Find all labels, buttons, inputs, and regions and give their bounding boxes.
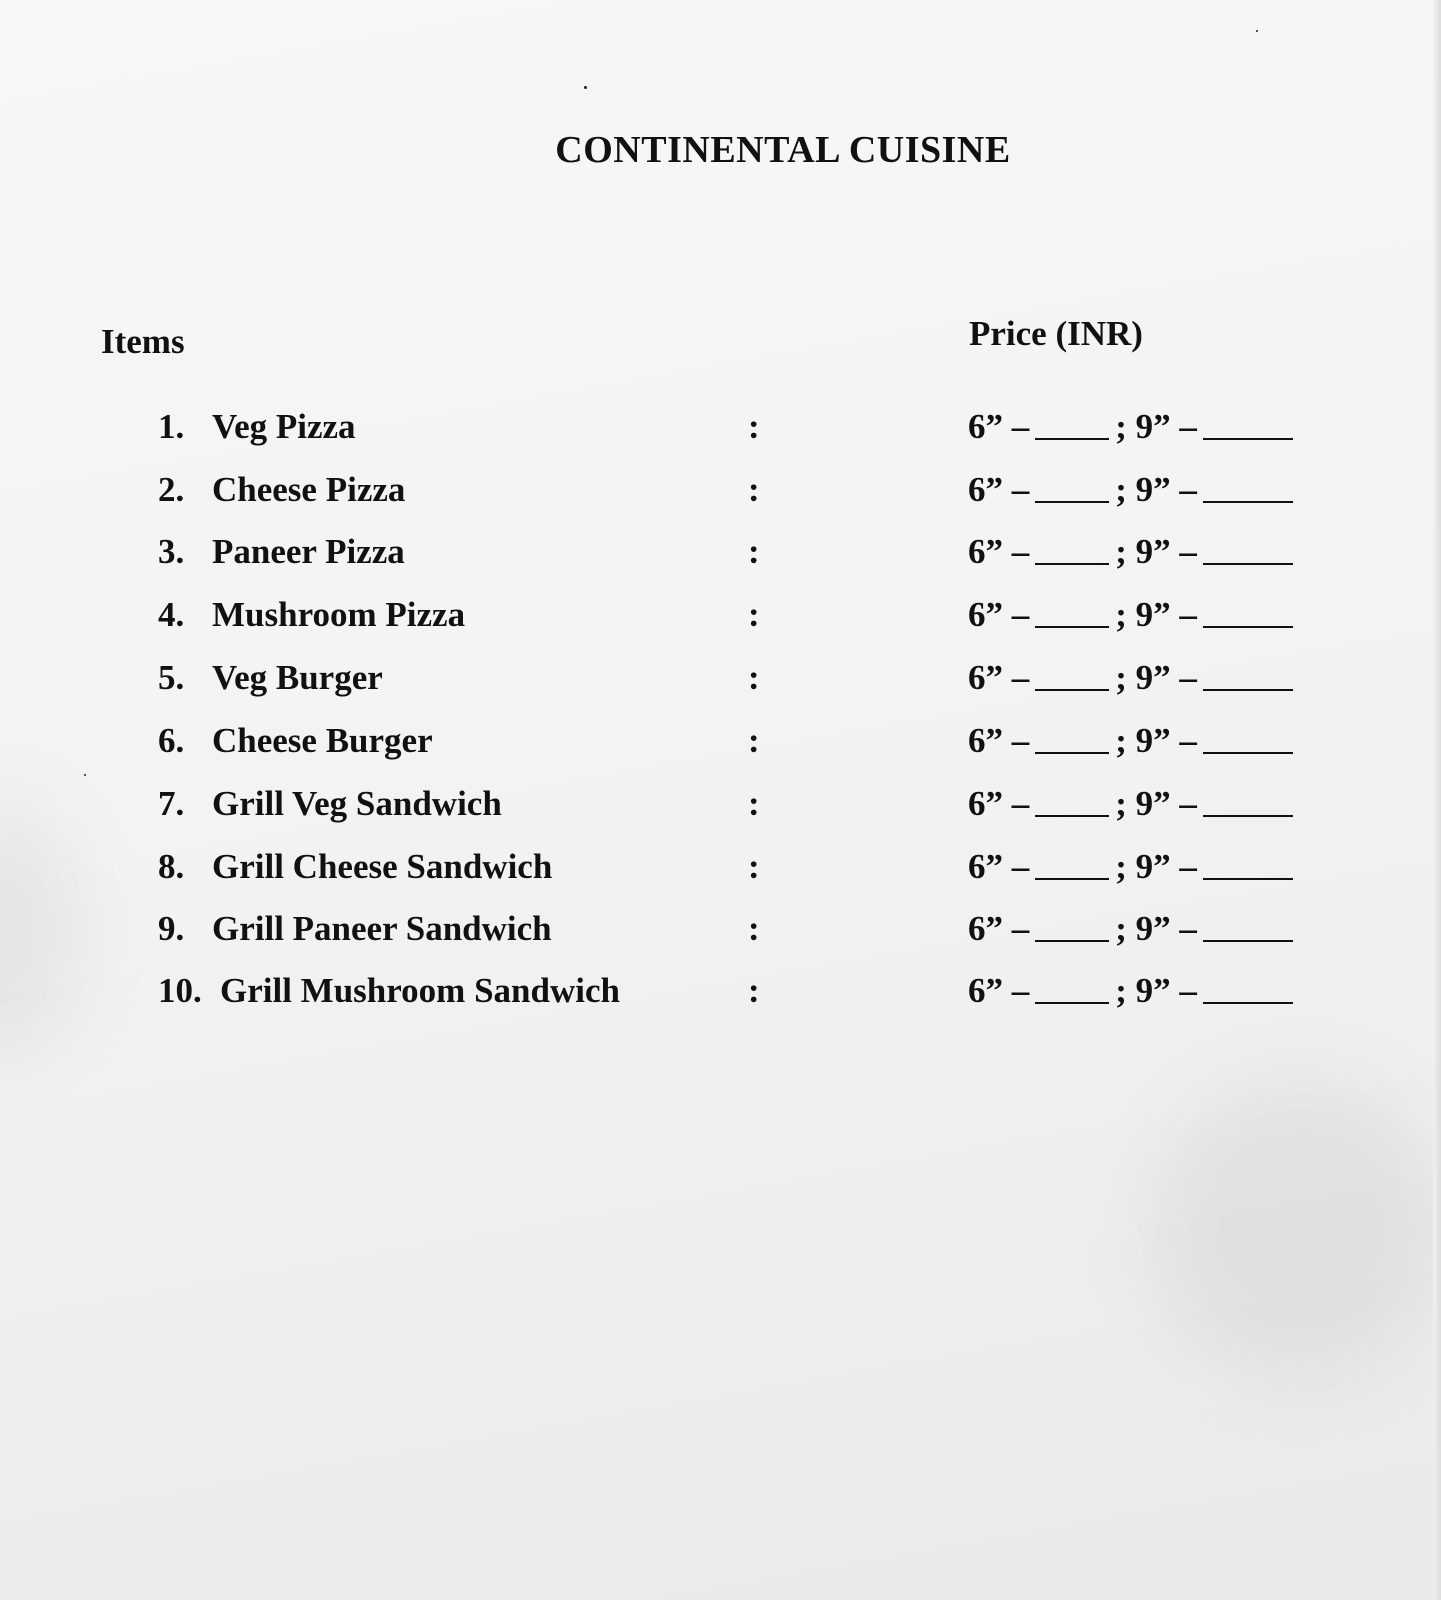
item-number: 7. xyxy=(158,784,185,823)
price-fields xyxy=(968,909,1293,949)
separator-colon: : xyxy=(748,532,760,571)
price-6-blank[interactable] xyxy=(1035,787,1109,817)
separator-colon: : xyxy=(748,847,760,886)
item-name: Grill Paneer Sandwich xyxy=(212,909,552,948)
menu-item-row xyxy=(0,721,1441,771)
separator-colon: : xyxy=(748,595,760,634)
price-6-blank[interactable] xyxy=(1035,850,1109,880)
items-header: Items xyxy=(101,322,185,361)
menu-item-row xyxy=(0,470,1441,520)
size-9-label: ; 9” – xyxy=(1115,407,1197,446)
separator-colon: : xyxy=(748,909,760,948)
price-6-blank[interactable] xyxy=(1035,974,1109,1004)
size-6-label: 6” – xyxy=(968,909,1030,948)
price-fields xyxy=(968,532,1293,572)
price-6-blank[interactable] xyxy=(1035,473,1109,503)
item-name: Grill Veg Sandwich xyxy=(212,784,502,823)
size-9-label: ; 9” – xyxy=(1115,532,1197,571)
item-number: 10. xyxy=(158,971,202,1010)
price-9-blank[interactable] xyxy=(1203,974,1293,1004)
item-name: Grill Mushroom Sandwich xyxy=(220,971,620,1010)
size-9-label: ; 9” – xyxy=(1115,847,1197,886)
size-9-label: ; 9” – xyxy=(1115,784,1197,823)
price-fields xyxy=(968,847,1293,887)
item-name: Cheese Pizza xyxy=(212,470,406,509)
size-6-label: 6” – xyxy=(968,784,1030,823)
item-name: Veg Burger xyxy=(212,658,383,697)
price-6-blank[interactable] xyxy=(1035,724,1109,754)
price-9-blank[interactable] xyxy=(1203,724,1293,754)
item-number: 3. xyxy=(158,532,185,571)
menu-item-row xyxy=(0,407,1441,457)
price-9-blank[interactable] xyxy=(1203,850,1293,880)
price-9-blank[interactable] xyxy=(1203,661,1293,691)
menu-item-row xyxy=(0,595,1441,645)
menu-item-row xyxy=(0,532,1441,582)
size-6-label: 6” – xyxy=(968,721,1030,760)
item-number: 9. xyxy=(158,909,185,948)
price-9-blank[interactable] xyxy=(1203,535,1293,565)
menu-item-row xyxy=(0,909,1441,959)
item-number: 8. xyxy=(158,847,185,886)
size-6-label: 6” – xyxy=(968,407,1030,446)
price-header: Price (INR) xyxy=(969,314,1143,353)
price-6-blank[interactable] xyxy=(1035,598,1109,628)
page-title: CONTINENTAL CUISINE xyxy=(555,129,1011,171)
paper-shadow xyxy=(1150,1080,1441,1380)
separator-colon: : xyxy=(748,971,760,1010)
size-9-label: ; 9” – xyxy=(1115,595,1197,634)
item-number: 1. xyxy=(158,407,185,446)
separator-colon: : xyxy=(748,470,760,509)
size-9-label: ; 9” – xyxy=(1115,470,1197,509)
separator-colon: : xyxy=(748,784,760,823)
size-6-label: 6” – xyxy=(968,595,1030,634)
price-fields xyxy=(968,595,1293,635)
item-number: 5. xyxy=(158,658,185,697)
price-9-blank[interactable] xyxy=(1203,410,1293,440)
size-6-label: 6” – xyxy=(968,532,1030,571)
price-fields xyxy=(968,721,1293,761)
size-9-label: ; 9” – xyxy=(1115,721,1197,760)
menu-item-row xyxy=(0,971,1441,1021)
price-9-blank[interactable] xyxy=(1203,598,1293,628)
price-fields xyxy=(968,470,1293,510)
price-9-blank[interactable] xyxy=(1203,473,1293,503)
paper-speck xyxy=(84,774,86,776)
size-9-label: ; 9” – xyxy=(1115,658,1197,697)
price-fields xyxy=(968,784,1293,824)
item-number: 6. xyxy=(158,721,185,760)
paper-speck xyxy=(1256,30,1258,32)
price-fields xyxy=(968,407,1293,447)
price-6-blank[interactable] xyxy=(1035,661,1109,691)
price-fields xyxy=(968,971,1293,1011)
size-9-label: ; 9” – xyxy=(1115,971,1197,1010)
size-6-label: 6” – xyxy=(968,971,1030,1010)
item-name: Grill Cheese Sandwich xyxy=(212,847,553,886)
size-6-label: 6” – xyxy=(968,470,1030,509)
size-6-label: 6” – xyxy=(968,847,1030,886)
price-6-blank[interactable] xyxy=(1035,535,1109,565)
menu-item-row xyxy=(0,784,1441,834)
item-number: 2. xyxy=(158,470,185,509)
price-9-blank[interactable] xyxy=(1203,912,1293,942)
paper-speck xyxy=(584,86,587,89)
price-6-blank[interactable] xyxy=(1035,912,1109,942)
separator-colon: : xyxy=(748,407,760,446)
item-name: Cheese Burger xyxy=(212,721,433,760)
separator-colon: : xyxy=(748,658,760,697)
price-9-blank[interactable] xyxy=(1203,787,1293,817)
item-name: Veg Pizza xyxy=(212,407,356,446)
menu-item-row xyxy=(0,658,1441,708)
item-number: 4. xyxy=(158,595,185,634)
size-6-label: 6” – xyxy=(968,658,1030,697)
separator-colon: : xyxy=(748,721,760,760)
price-6-blank[interactable] xyxy=(1035,410,1109,440)
size-9-label: ; 9” – xyxy=(1115,909,1197,948)
item-name: Mushroom Pizza xyxy=(212,595,466,634)
price-fields xyxy=(968,658,1293,698)
menu-item-row xyxy=(0,847,1441,897)
item-name: Paneer Pizza xyxy=(212,532,405,571)
